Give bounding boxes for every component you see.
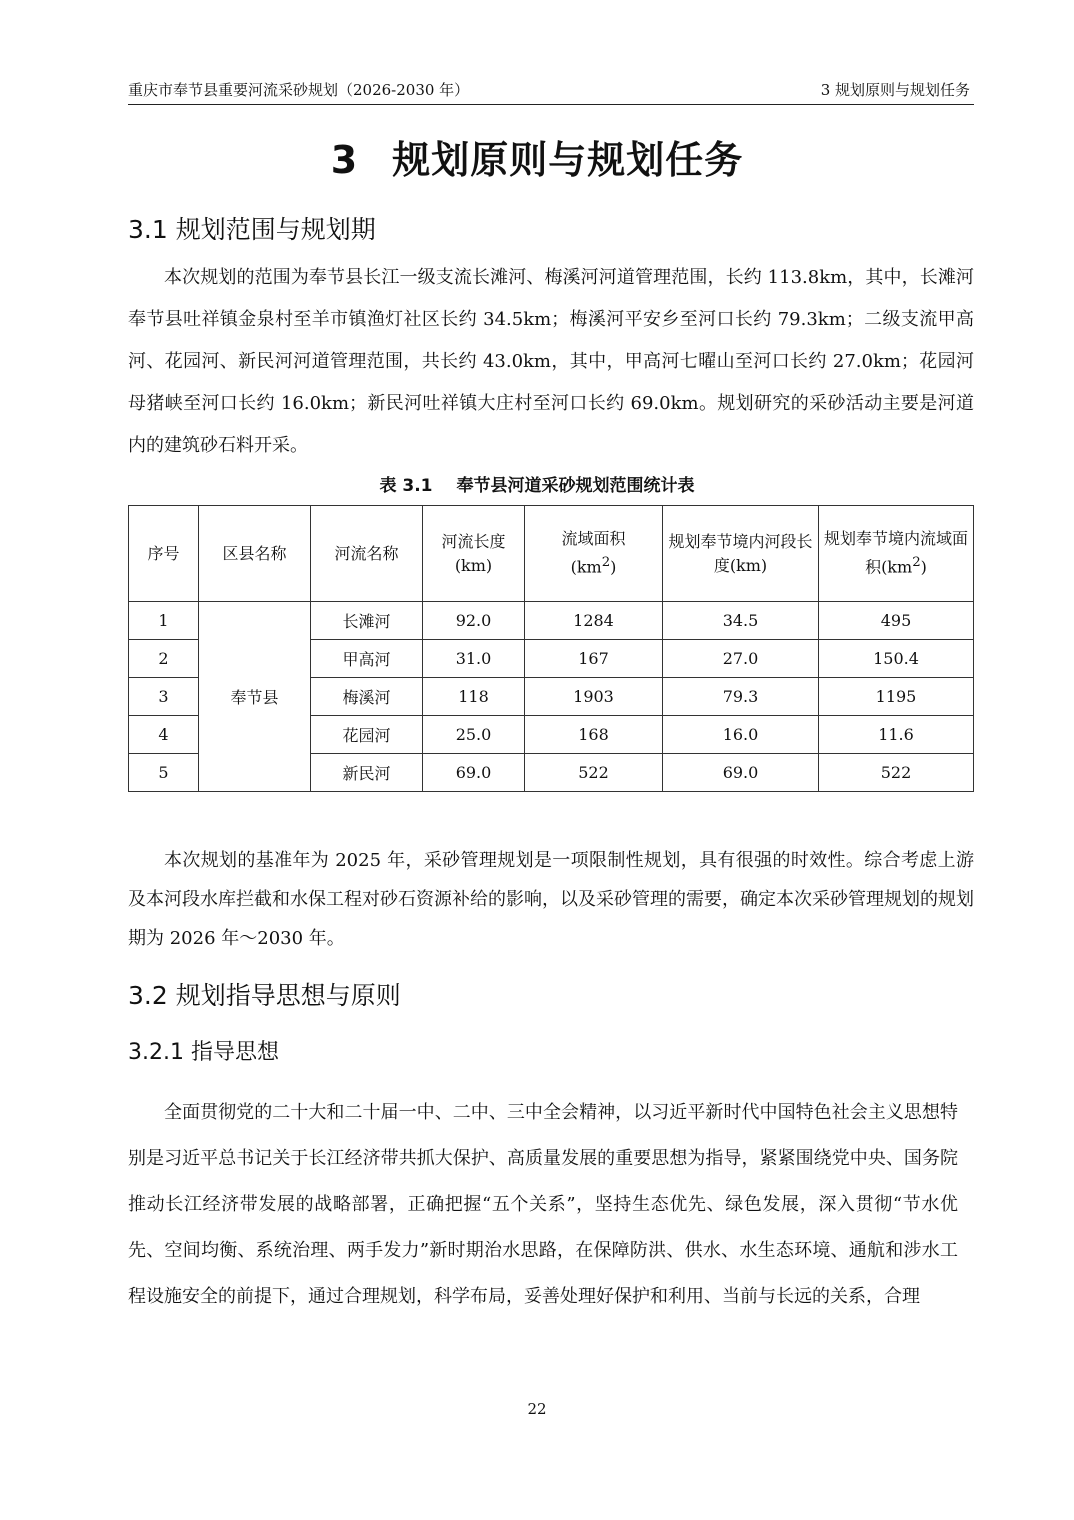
planning-period-paragraph: 本次规划的基准年为 2025 年，采砂管理规划是一项限制性规划，具有很强的时效性。综合考虑上游及本河段水库拦截和水保工程对砂石资源补给的影响，以及采砂管理的需要，确定本次采砂管理规划的规划期为 2026 年～2030 年。: [128, 850, 974, 949]
table-header-row: [129, 506, 974, 602]
header-length-unit: (km): [454, 555, 493, 575]
cell-index: 3: [129, 678, 199, 716]
cell-river: 梅溪河: [311, 678, 423, 716]
guiding-ideology-paragraph: 全面贯彻党的二十大和二十届一中、二中、三中全会精神，以习近平新时代中国特色社会主义思想特别是习近平总书记关于长江经济带共抓大保护、高质量发展的重要思想为指导，紧紧围绕党中央、国务院推动长江经济带发展的战略部署，正确把握“五个关系”，坚持生态优先、绿色发展，深入贯彻“节水优先、空间均衡、系统治理、两手发力”新时期治水思路，在保障防洪、供水、水生态环境、通航和涉水工程设施安全的前提下，通过合理规划，科学布局，妥善处理好保护和利用、当前与长远的关系，合理: [128, 1102, 958, 1307]
table-row: [129, 602, 974, 640]
section-3-2-1-heading: 3.2.1 指导思想: [128, 1040, 279, 1065]
chapter-number: 3: [330, 138, 359, 182]
header-county: 区县名称: [199, 506, 311, 602]
cell-county: 奉节县: [199, 602, 311, 792]
cell-area: 1903: [525, 678, 663, 716]
cell-plan-length: 79.3: [663, 678, 819, 716]
cell-area: 522: [525, 754, 663, 792]
section-3-1-heading: 3.1 规划范围与规划期: [128, 215, 376, 244]
cell-river: 甲高河: [311, 640, 423, 678]
header-plan-area-close: ): [920, 557, 927, 577]
header-chapter-title: 3 规划原则与规划任务: [820, 81, 970, 99]
cell-index: 5: [129, 754, 199, 792]
header-plan-area-label: 规划奉节境内流域面积(km: [823, 529, 968, 577]
table-caption-title: 奉节县河道采砂规划范围统计表: [456, 476, 695, 496]
cell-area: 1284: [525, 602, 663, 640]
cell-plan-length: 27.0: [663, 640, 819, 678]
cell-plan-length: 69.0: [663, 754, 819, 792]
cell-plan-area: 150.4: [819, 640, 974, 678]
header-area: [525, 506, 663, 602]
header-length-label: 河流长度: [441, 531, 506, 551]
page-number: 22: [527, 1400, 547, 1418]
cell-area: 168: [525, 716, 663, 754]
header-area-unit: (km: [570, 557, 602, 577]
cell-area: 167: [525, 640, 663, 678]
cell-plan-length: 16.0: [663, 716, 819, 754]
cell-length: 69.0: [423, 754, 525, 792]
section-3-2-heading: 3.2 规划指导思想与原则: [128, 981, 401, 1010]
cell-plan-area: 495: [819, 602, 974, 640]
cell-length: 31.0: [423, 640, 525, 678]
river-statistics-table: [128, 505, 974, 792]
cell-length: 118: [423, 678, 525, 716]
header-length: [423, 506, 525, 602]
section-3-1-paragraph: 本次规划的范围为奉节县长江一级支流长滩河、梅溪河河道管理范围，长约 113.8km，其中，长滩河奉节县吐祥镇金泉村至羊市镇渔灯社区长约 34.5km；梅溪河平安乡至河口长约 79.3km；二级支流甲高河、花园河、新民河河道管理范围，共长约 43.0km，其中，甲高河七曜山至河口长约 27.0km；花园河母猪峡至河口长约 16.0km；新民河吐祥镇大庄村至河口长约 69.0km。规划研究的采砂活动主要是河道内的建筑砂石料开采。: [128, 267, 974, 456]
cell-index: 1: [129, 602, 199, 640]
header-river: 河流名称: [311, 506, 423, 602]
cell-length: 25.0: [423, 716, 525, 754]
cell-plan-area: 1195: [819, 678, 974, 716]
chapter-title: [0, 130, 1074, 190]
cell-river: 新民河: [311, 754, 423, 792]
cell-plan-length: 34.5: [663, 602, 819, 640]
cell-plan-area: 522: [819, 754, 974, 792]
cell-length: 92.0: [423, 602, 525, 640]
cell-index: 2: [129, 640, 199, 678]
cell-plan-area: 11.6: [819, 716, 974, 754]
header-area-unit-close: ): [610, 557, 617, 577]
page-header: [128, 78, 974, 105]
cell-river: 长滩河: [311, 602, 423, 640]
header-plan-area: [819, 506, 974, 602]
header-plan-length: 规划奉节境内河段长度(km): [663, 506, 819, 602]
header-area-unit-sup: 2: [601, 555, 611, 571]
header-plan-area-sup: 2: [912, 555, 921, 571]
header-area-label: 流域面积: [561, 529, 626, 549]
table-caption-number: 表 3.1: [379, 476, 433, 496]
cell-river: 花园河: [311, 716, 423, 754]
header-document-title: 重庆市奉节县重要河流采砂规划（2026-2030 年）: [128, 81, 470, 99]
cell-index: 4: [129, 716, 199, 754]
chapter-title-text: 规划原则与规划任务: [392, 138, 744, 182]
header-index: 序号: [129, 506, 199, 602]
table-caption: [0, 472, 1074, 500]
